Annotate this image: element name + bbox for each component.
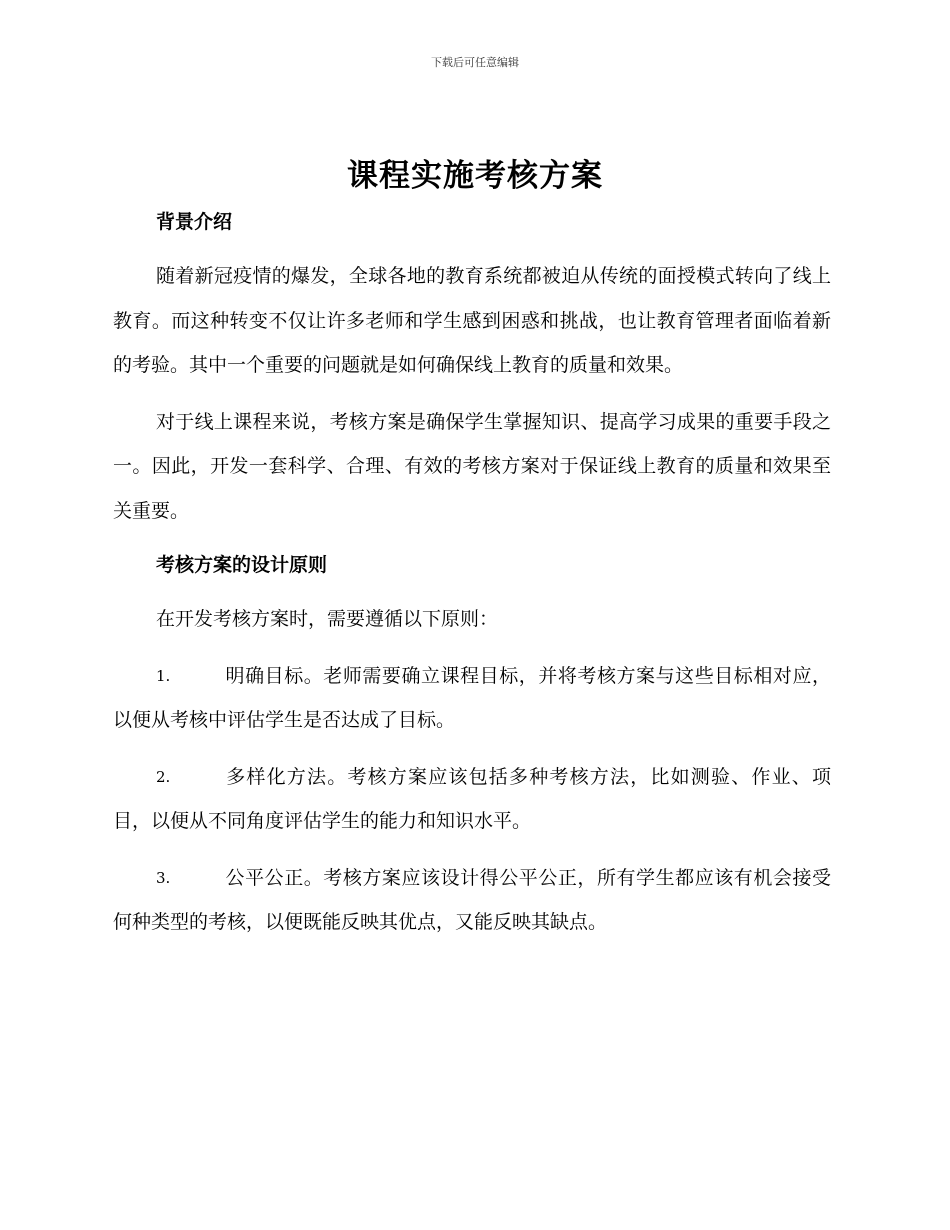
list-item <box>113 755 831 844</box>
list-item <box>113 856 831 945</box>
list-item-text: 明确目标。老师需要确立课程目标，并将考核方案与这些目标相对应，以便从考核中评估学生是否达成了目标。 <box>113 664 831 731</box>
list-item-text: 公平公正。考核方案应该设计得公平公正，所有学生都应该有机会接受何种类型的考核，以便既能反映其优点，又能反映其缺点。 <box>113 866 831 933</box>
paragraph-intro: 在开发考核方案时，需要遵循以下原则： <box>156 608 499 630</box>
list-item-number: 3. <box>156 868 171 887</box>
list-item-text: 多样化方法。考核方案应该包括多种考核方法，比如测验、作业、项目，以便从不同角度评估学生的能力和知识水平。 <box>113 765 831 832</box>
paragraph: 对于线上课程来说，考核方案是确保学生掌握知识、提高学习成果的重要手段之一。因此，开发一套科学、合理、有效的考核方案对于保证线上教育的质量和效果至关重要。 <box>113 410 831 522</box>
document-body <box>113 202 831 945</box>
list-item-number: 1. <box>156 666 171 685</box>
section-heading-background: 背景介绍 <box>156 211 233 233</box>
header-note: 下载后可任意编辑 <box>431 56 519 69</box>
paragraph: 随着新冠疫情的爆发，全球各地的教育系统都被迫从传统的面授模式转向了线上教育。而这种转变不仅让许多老师和学生感到困惑和挑战，也让教育管理者面临着新的考验。其中一个重要的问题就是如何确保线上教育的质量和效果。 <box>113 265 831 376</box>
list-item-number: 2. <box>156 767 171 786</box>
section-heading-principles: 考核方案的设计原则 <box>156 554 328 576</box>
list-item <box>113 654 831 743</box>
document-title: 课程实施考核方案 <box>347 158 603 194</box>
